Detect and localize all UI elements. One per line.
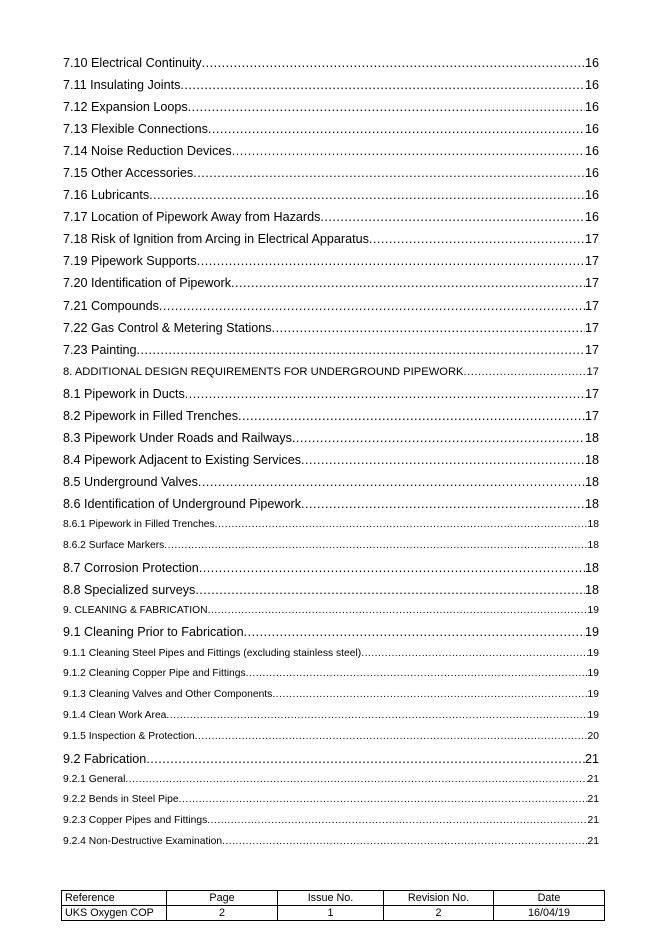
toc-dot-leader bbox=[215, 515, 588, 536]
toc-dot-leader bbox=[320, 206, 585, 228]
toc-dot-leader bbox=[361, 644, 587, 665]
toc-entry-page-number: 20 bbox=[587, 730, 599, 742]
toc-dot-leader bbox=[231, 272, 585, 294]
toc-entry-page-number: 21 bbox=[587, 835, 599, 847]
toc-entry[interactable] bbox=[63, 811, 599, 832]
toc-dot-leader bbox=[272, 685, 587, 706]
toc-dot-leader bbox=[244, 621, 585, 643]
toc-entry-page-number: 18 bbox=[584, 474, 599, 489]
toc-dot-leader bbox=[198, 471, 585, 493]
toc-dot-leader bbox=[197, 250, 585, 272]
toc-entry-title: 7.23 Painting bbox=[63, 342, 137, 357]
footer-header-date: Date bbox=[494, 891, 605, 906]
footer-header-reference: Reference bbox=[62, 891, 167, 906]
footer-revision-value: 2 bbox=[384, 906, 494, 921]
toc-dot-leader bbox=[272, 317, 585, 339]
toc-entry[interactable] bbox=[63, 250, 599, 272]
toc-entry[interactable] bbox=[63, 140, 599, 162]
footer-value-row bbox=[62, 906, 605, 921]
toc-entry-page-number: 16 bbox=[584, 78, 599, 93]
toc-dot-leader bbox=[207, 811, 587, 832]
toc-entry-title: 9.1.3 Cleaning Valves and Other Components bbox=[63, 689, 273, 701]
toc-entry-page-number: 17 bbox=[584, 408, 599, 423]
toc-dot-leader bbox=[464, 361, 587, 383]
toc-entry-page-number: 17 bbox=[584, 342, 599, 357]
toc-dot-leader bbox=[193, 162, 585, 184]
toc-entry[interactable] bbox=[63, 405, 599, 427]
toc-entry-page-number: 18 bbox=[584, 496, 599, 511]
toc-entry[interactable] bbox=[63, 790, 599, 811]
toc-entry[interactable] bbox=[63, 493, 599, 515]
toc-entry-page-number: 19 bbox=[587, 647, 599, 659]
toc-entry-title: 9.2.1 General bbox=[63, 773, 126, 785]
toc-entry-page-number: 17 bbox=[586, 365, 599, 378]
toc-entry[interactable] bbox=[63, 601, 599, 622]
table-of-contents bbox=[63, 52, 599, 853]
toc-entry[interactable] bbox=[63, 832, 599, 853]
footer-header-page: Page bbox=[167, 891, 278, 906]
toc-dot-leader bbox=[369, 228, 585, 250]
toc-entry[interactable] bbox=[63, 770, 599, 791]
toc-entry-page-number: 18 bbox=[584, 430, 599, 445]
toc-entry[interactable] bbox=[63, 74, 599, 96]
toc-entry-page-number: 17 bbox=[584, 298, 599, 313]
toc-dot-leader bbox=[301, 493, 585, 515]
footer-issue-value: 1 bbox=[278, 906, 384, 921]
footer-date-value: 16/04/19 bbox=[494, 906, 605, 921]
toc-entry-title: 9.1.2 Cleaning Copper Pipe and Fittings bbox=[63, 668, 246, 680]
toc-entry-title: 7.22 Gas Control & Metering Stations bbox=[63, 320, 272, 335]
toc-dot-leader bbox=[199, 557, 585, 579]
toc-entry[interactable] bbox=[63, 317, 599, 339]
toc-entry[interactable] bbox=[63, 52, 599, 74]
toc-entry-title: 8.4 Pipework Adjacent to Existing Services bbox=[63, 452, 302, 467]
toc-entry[interactable] bbox=[63, 664, 599, 685]
toc-entry-title: 8.6.1 Pipework in Filled Trenches bbox=[63, 518, 215, 530]
toc-entry-title: 8.7 Corrosion Protection bbox=[63, 560, 199, 575]
toc-entry-title: 9.1 Cleaning Prior to Fabrication bbox=[63, 625, 244, 640]
toc-entry-page-number: 19 bbox=[587, 709, 599, 721]
toc-entry-title: 9.2.3 Copper Pipes and Fittings bbox=[63, 815, 208, 827]
toc-entry-page-number: 16 bbox=[584, 56, 599, 70]
toc-entry[interactable] bbox=[63, 621, 599, 643]
toc-entry[interactable] bbox=[63, 162, 599, 184]
toc-entry[interactable] bbox=[63, 748, 599, 770]
toc-entry-page-number: 17 bbox=[584, 232, 599, 247]
toc-entry-title: 7.17 Location of Pipework Away from Hazards bbox=[63, 210, 321, 225]
toc-entry-page-number: 16 bbox=[584, 122, 599, 137]
toc-entry-page-number: 16 bbox=[584, 188, 599, 203]
toc-entry-page-number: 19 bbox=[587, 689, 599, 701]
toc-entry-title: 7.11 Insulating Joints bbox=[63, 78, 181, 93]
toc-entry[interactable] bbox=[63, 228, 599, 250]
toc-dot-leader bbox=[137, 339, 585, 361]
toc-entry-title: 7.10 Electrical Continuity bbox=[63, 56, 202, 70]
toc-entry-title: 9.2.2 Bends in Steel Pipe bbox=[63, 794, 179, 806]
toc-entry-page-number: 19 bbox=[587, 668, 599, 680]
toc-dot-leader bbox=[185, 383, 585, 405]
toc-dot-leader bbox=[301, 449, 585, 471]
toc-entry-title: 8. ADDITIONAL DESIGN REQUIREMENTS FOR UNDERGROUND PIPEWORK bbox=[63, 365, 464, 378]
toc-entry-title: 7.19 Pipework Supports bbox=[63, 254, 197, 269]
toc-entry-title: 7.12 Expansion Loops bbox=[63, 100, 188, 115]
toc-entry-page-number: 16 bbox=[584, 166, 599, 181]
toc-entry-page-number: 16 bbox=[584, 100, 599, 115]
footer-page-value: 2 bbox=[167, 906, 278, 921]
toc-dot-leader bbox=[195, 579, 585, 601]
toc-entry-title: 7.16 Lubricants bbox=[63, 188, 150, 203]
toc-entry-page-number: 21 bbox=[587, 794, 599, 806]
toc-entry-page-number: 18 bbox=[584, 452, 599, 467]
toc-dot-leader bbox=[188, 96, 585, 118]
toc-entry-page-number: 21 bbox=[587, 773, 599, 785]
toc-entry[interactable] bbox=[63, 685, 599, 706]
footer-reference-value: UKS Oxygen COP bbox=[62, 906, 167, 921]
toc-entry[interactable] bbox=[63, 206, 599, 228]
toc-dot-leader bbox=[292, 427, 585, 449]
toc-entry-page-number: 18 bbox=[584, 582, 599, 597]
toc-dot-leader bbox=[179, 790, 588, 811]
toc-entry[interactable] bbox=[63, 427, 599, 449]
toc-entry-title: 9.2 Fabrication bbox=[63, 751, 147, 766]
toc-entry-page-number: 18 bbox=[587, 539, 599, 551]
toc-dot-leader bbox=[195, 727, 588, 748]
toc-entry-page-number: 17 bbox=[584, 276, 599, 291]
toc-dot-leader bbox=[232, 140, 585, 162]
toc-entry-title: 8.8 Specialized surveys bbox=[63, 582, 196, 597]
toc-entry-title: 9.1.5 Inspection & Protection bbox=[63, 730, 195, 742]
toc-entry-page-number: 17 bbox=[584, 254, 599, 269]
toc-dot-leader bbox=[166, 706, 587, 727]
toc-entry[interactable] bbox=[63, 184, 599, 206]
toc-entry-title: 9. CLEANING & FABRICATION bbox=[63, 604, 208, 616]
toc-entry[interactable] bbox=[63, 361, 599, 383]
toc-dot-leader bbox=[146, 748, 585, 770]
toc-dot-leader bbox=[238, 405, 585, 427]
toc-dot-leader bbox=[180, 74, 585, 96]
toc-entry[interactable] bbox=[63, 118, 599, 140]
toc-entry-title: 8.6 Identification of Underground Pipework bbox=[63, 496, 302, 511]
toc-dot-leader bbox=[202, 52, 585, 74]
toc-entry-title: 9.1.1 Cleaning Steel Pipes and Fittings (excluding stainless steel) bbox=[63, 647, 362, 659]
toc-entry-title: 8.6.2 Surface Markers bbox=[63, 539, 165, 551]
toc-dot-leader bbox=[164, 536, 587, 557]
toc-entry-page-number: 16 bbox=[584, 210, 599, 225]
toc-entry-page-number: 21 bbox=[584, 751, 599, 766]
toc-entry[interactable] bbox=[63, 339, 599, 361]
toc-entry[interactable] bbox=[63, 272, 599, 294]
toc-entry-title: 8.1 Pipework in Ducts bbox=[63, 386, 185, 401]
toc-entry[interactable] bbox=[63, 515, 599, 536]
toc-entry-page-number: 17 bbox=[584, 386, 599, 401]
toc-dot-leader bbox=[246, 664, 588, 685]
toc-entry-title: 7.15 Other Accessories bbox=[63, 166, 194, 181]
toc-entry[interactable] bbox=[63, 579, 599, 601]
footer-header-issue: Issue No. bbox=[278, 891, 384, 906]
toc-entry-title: 8.5 Underground Valves bbox=[63, 474, 198, 489]
toc-entry-page-number: 17 bbox=[584, 320, 599, 335]
footer-header-revision: Revision No. bbox=[384, 891, 494, 906]
toc-entry[interactable] bbox=[63, 295, 599, 317]
toc-entry-page-number: 19 bbox=[584, 625, 599, 640]
toc-dot-leader bbox=[222, 832, 587, 853]
toc-entry-title: 8.2 Pipework in Filled Trenches bbox=[63, 408, 238, 423]
footer-header-row bbox=[62, 891, 605, 906]
toc-entry-title: 7.13 Flexible Connections bbox=[63, 122, 208, 137]
toc-entry[interactable] bbox=[63, 557, 599, 579]
toc-entry[interactable] bbox=[63, 383, 599, 405]
toc-entry-page-number: 18 bbox=[587, 518, 599, 530]
toc-dot-leader bbox=[208, 601, 588, 622]
toc-entry-title: 7.14 Noise Reduction Devices bbox=[63, 144, 232, 159]
toc-entry-title: 7.20 Identification of Pipework bbox=[63, 276, 232, 291]
toc-entry[interactable] bbox=[63, 727, 599, 748]
toc-dot-leader bbox=[159, 295, 585, 317]
toc-dot-leader bbox=[125, 770, 587, 791]
document-footer-table bbox=[61, 890, 605, 921]
toc-entry-page-number: 21 bbox=[587, 815, 599, 827]
toc-entry-page-number: 19 bbox=[587, 604, 599, 616]
toc-dot-leader bbox=[208, 118, 585, 140]
toc-entry-page-number: 18 bbox=[584, 560, 599, 575]
toc-entry[interactable] bbox=[63, 471, 599, 493]
toc-entry[interactable] bbox=[63, 706, 599, 727]
toc-entry[interactable] bbox=[63, 449, 599, 471]
toc-entry[interactable] bbox=[63, 644, 599, 665]
toc-dot-leader bbox=[149, 184, 585, 206]
toc-entry-title: 9.1.4 Clean Work Area bbox=[63, 709, 167, 721]
toc-entry-page-number: 16 bbox=[584, 144, 599, 159]
toc-entry[interactable] bbox=[63, 536, 599, 557]
toc-entry-title: 7.21 Compounds bbox=[63, 298, 159, 313]
toc-entry-title: 8.3 Pipework Under Roads and Railways bbox=[63, 430, 292, 445]
toc-entry-title: 9.2.4 Non-Destructive Examination bbox=[63, 835, 223, 847]
toc-entry-title: 7.18 Risk of Ignition from Arcing in Electrical Apparatus bbox=[63, 232, 369, 247]
toc-entry[interactable] bbox=[63, 96, 599, 118]
